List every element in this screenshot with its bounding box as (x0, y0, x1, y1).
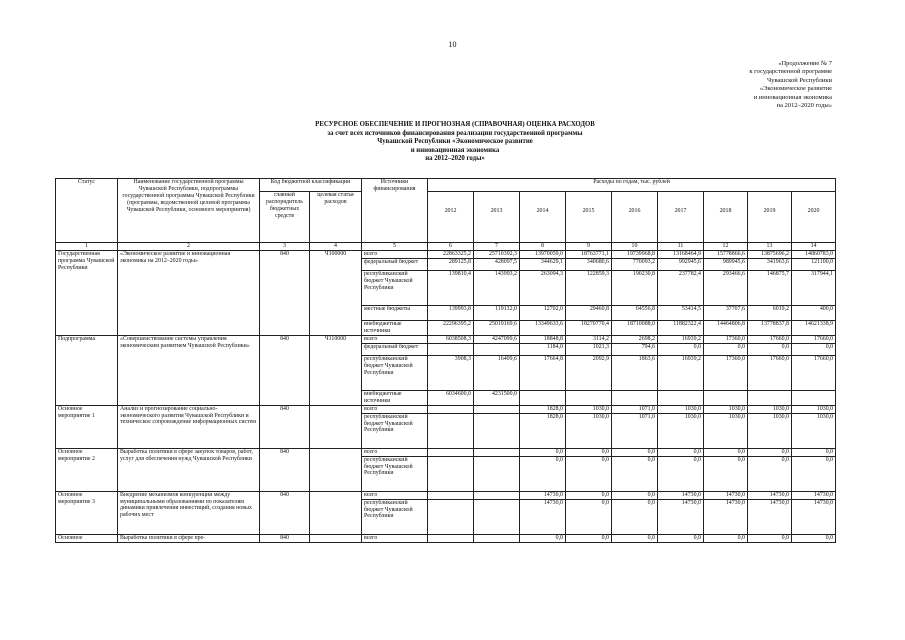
title-line: и инновационная экономика (410, 146, 500, 154)
row-value: 0,0 (792, 448, 836, 456)
row-value: 1030,0 (792, 405, 836, 413)
header-year: 2017 (658, 208, 704, 243)
row-value (748, 390, 792, 405)
row-value: 0,0 (748, 448, 792, 456)
row-value: 14730,0 (520, 491, 566, 499)
row-value: 1828,0 (520, 405, 566, 413)
row-value: 29460,8 (566, 306, 612, 321)
row-value: 139993,8 (428, 306, 474, 321)
column-number: 7 (474, 243, 520, 251)
row-value: 14730,0 (792, 491, 836, 499)
row-name: Анализ и прогнозирование социально-экономического развития Чувашской Республики и техническое сопровождение информационных систем (118, 405, 260, 448)
row-value (474, 534, 520, 542)
row-value: 37707,6 (704, 306, 748, 321)
row-source: всего (362, 534, 428, 542)
row-value: 3114,2 (566, 335, 612, 343)
row-value (428, 534, 474, 542)
row-source: республиканский бюджет Чувашской Республики (362, 271, 428, 306)
column-number: 12 (704, 243, 748, 251)
row-value: 1030,0 (704, 413, 748, 448)
header-sources: Источники финансирования (362, 179, 428, 243)
row-value (474, 343, 520, 355)
row-value: 293466,6 (704, 271, 748, 306)
appendix-line: на 2012–2020 годы» (776, 102, 832, 110)
header-year: 2015 (566, 208, 612, 243)
column-number: 9 (566, 243, 612, 251)
row-value (474, 413, 520, 448)
row-value: 143993,2 (474, 271, 520, 306)
row-value: 0,0 (792, 343, 836, 355)
appendix-note (632, 60, 832, 110)
row-value: 16939,2 (658, 335, 704, 343)
header-year: 2013 (474, 208, 520, 243)
row-source: всего (362, 448, 428, 456)
row-value (474, 456, 520, 491)
row-source: всего (362, 491, 428, 499)
row-value: 139810,4 (428, 271, 474, 306)
row-grbs: 840 (260, 405, 310, 448)
row-grbs: 840 (260, 335, 310, 405)
row-value: 0,0 (612, 491, 658, 499)
column-number: 11 (658, 243, 704, 251)
row-value: 14730,0 (658, 491, 704, 499)
row-value: 317944,1 (792, 271, 836, 306)
row-value (428, 499, 474, 534)
row-value: 17660,0 (792, 355, 836, 390)
table-row (56, 405, 836, 413)
row-value: 1030,0 (748, 413, 792, 448)
row-value: 1030,0 (658, 413, 704, 448)
header-name: Наименование государственной программы Чувашской Республики, подпрограммы государственной программы Чувашской Республики (программы, ведомственной целевой программы Чувашской Республики, основного мероприятия) (118, 179, 260, 243)
row-status: Государственная программа Чувашской Республики (56, 251, 118, 336)
row-value: 17660,0 (748, 355, 792, 390)
row-value: 0,0 (748, 534, 792, 542)
row-value (428, 405, 474, 413)
row-value: 18763771,1 (566, 251, 612, 259)
appendix-line: и инновационная экономика (753, 93, 832, 101)
row-value (474, 405, 520, 413)
row-status: Основное (56, 534, 118, 542)
header-year: 2018 (704, 208, 748, 243)
title-line: за счет всех источников финансирования реализации государственной программы (327, 129, 583, 137)
row-value: 0,0 (612, 456, 658, 491)
row-source: всего (362, 251, 428, 259)
row-value: 1030,0 (748, 405, 792, 413)
title-line: Чувашской Республики «Экономическое развитие (377, 138, 533, 146)
column-number: 10 (612, 243, 658, 251)
row-value (428, 456, 474, 491)
row-value: 1071,0 (612, 413, 658, 448)
row-source: республиканский бюджет Чувашской Республики (362, 355, 428, 390)
row-value: 17360,0 (704, 335, 748, 343)
row-value: 0,0 (748, 456, 792, 491)
row-status: Основное мероприятие 3 (56, 491, 118, 534)
row-value: 0,0 (658, 448, 704, 456)
row-target-code (310, 491, 362, 534)
column-number: 14 (792, 243, 836, 251)
row-value: 16409,6 (474, 355, 520, 390)
row-value: 12702,0 (520, 306, 566, 321)
title-line: РЕСУРСНОЕ ОБЕСПЕЧЕНИЕ И ПРОГНОЗНАЯ (СПРАВОЧНАЯ) ОЦЕНКА РАСХОДОВ (315, 121, 595, 128)
row-value: 0,0 (520, 448, 566, 456)
row-value: 0,0 (612, 448, 658, 456)
row-value: 0,0 (658, 534, 704, 542)
row-value: 263094,3 (520, 271, 566, 306)
row-value (428, 491, 474, 499)
row-value: 0,0 (792, 456, 836, 491)
row-value: 0,0 (612, 534, 658, 542)
row-value: 989945,6 (704, 259, 748, 271)
row-value: 13349633,6 (520, 321, 566, 336)
row-target-code (310, 448, 362, 491)
row-value (792, 390, 836, 405)
row-value: 1030,0 (704, 405, 748, 413)
row-value: 14730,0 (704, 499, 748, 534)
row-value: 190230,8 (612, 271, 658, 306)
row-value (474, 499, 520, 534)
header-years-spacer (428, 192, 474, 208)
row-grbs: 840 (260, 251, 310, 336)
row-value: 22296395,2 (428, 321, 474, 336)
row-value: 18710088,0 (612, 321, 658, 336)
row-value: 428097,5 (474, 259, 520, 271)
column-number: 3 (260, 243, 310, 251)
row-status: Основное мероприятие 2 (56, 448, 118, 491)
row-value: 1021,3 (566, 343, 612, 355)
header-code-main: главный распорядитель бюджетных средств (260, 192, 310, 243)
row-value: 122859,3 (566, 271, 612, 306)
row-source: федеральный бюджет (362, 259, 428, 271)
row-value: 14464806,8 (704, 321, 748, 336)
row-source: всего (362, 405, 428, 413)
row-value: 14730,0 (748, 491, 792, 499)
row-value: 14730,0 (704, 491, 748, 499)
row-name: Выработка политики в сфере закупок товаров, работ, услуг для обеспечения нужд Чувашской Республики (118, 448, 260, 491)
row-value: 1828,0 (520, 413, 566, 448)
header-year: 2020 (792, 208, 836, 243)
row-value: 237782,4 (658, 271, 704, 306)
row-value: 6038508,3 (428, 335, 474, 343)
header-year: 2019 (748, 208, 792, 243)
row-value: 344629,1 (520, 259, 566, 271)
row-value: 64556,8 (612, 306, 658, 321)
row-value: 14730,0 (748, 499, 792, 534)
header-code-group: Код бюджетной классификации (260, 179, 362, 192)
appendix-line: «Экономическое развитие (759, 85, 832, 93)
row-value (658, 390, 704, 405)
row-name: Внедрение механизмов конкуренции между муниципальными образованиями по показателям динамики привлечения инвестиций, создания новых рабочих мест (118, 491, 260, 534)
row-value: 14860783,0 (792, 251, 836, 259)
header-status: Статус (56, 179, 118, 243)
document-title (160, 121, 750, 164)
row-source: всего (362, 335, 428, 343)
row-value: 0,0 (704, 456, 748, 491)
column-number: 8 (520, 243, 566, 251)
row-value (612, 390, 658, 405)
row-value: 1071,0 (612, 405, 658, 413)
row-value: 13778837,8 (748, 321, 792, 336)
row-value: 18270770,4 (566, 321, 612, 336)
row-source: внебюджетные источники (362, 321, 428, 336)
row-value: 1030,0 (658, 405, 704, 413)
header-year: 2012 (428, 208, 474, 243)
row-source: местные бюджеты (362, 306, 428, 321)
row-value: 1030,0 (566, 405, 612, 413)
table-row (56, 335, 836, 343)
row-value (566, 390, 612, 405)
row-value: 17664,8 (520, 355, 566, 390)
row-target-code: Ч100000 (310, 251, 362, 336)
row-value: 13875696,2 (748, 251, 792, 259)
row-value: 0,0 (612, 499, 658, 534)
appendix-line: Чувашской Республики (766, 76, 832, 84)
row-name: «Экономическое развитие и инновационная экономика на 2012–2020 годы» (118, 251, 260, 336)
row-value: 22863325,2 (428, 251, 474, 259)
row-value: 0,0 (658, 343, 704, 355)
row-value: 340680,6 (566, 259, 612, 271)
row-value: 14730,0 (658, 499, 704, 534)
row-grbs: 840 (260, 448, 310, 491)
row-value: 0,0 (792, 534, 836, 542)
row-value: 11882322,4 (658, 321, 704, 336)
row-value: 341963,6 (748, 259, 792, 271)
row-value: 119132,0 (474, 306, 520, 321)
page-number: 10 (448, 40, 457, 49)
row-value: 6019,2 (748, 306, 792, 321)
row-value (428, 343, 474, 355)
row-value: 0,0 (748, 343, 792, 355)
row-value: 0,0 (704, 534, 748, 542)
table-row (56, 534, 836, 542)
row-value: 2698,2 (612, 335, 658, 343)
row-value: 4231500,0 (474, 390, 520, 405)
column-number: 4 (310, 243, 362, 251)
row-value: 0,0 (520, 456, 566, 491)
row-value: 0,0 (566, 534, 612, 542)
row-name: «Совершенствование системы управления экономическим развитием Чувашской Республики» (118, 335, 260, 405)
row-status: Основное мероприятие 1 (56, 405, 118, 448)
row-value: 3908,3 (428, 355, 474, 390)
row-value: 4247099,6 (474, 335, 520, 343)
row-value (474, 448, 520, 456)
row-value: 25019169,6 (474, 321, 520, 336)
row-value: 1863,6 (612, 355, 658, 390)
row-value: 53414,5 (658, 306, 704, 321)
row-value (704, 390, 748, 405)
header-year: 2016 (612, 208, 658, 243)
row-value (520, 390, 566, 405)
table-row (56, 491, 836, 499)
row-value: 17660,0 (748, 335, 792, 343)
row-value: 0,0 (704, 343, 748, 355)
row-value: 14730,0 (520, 499, 566, 534)
row-value: 17360,0 (704, 355, 748, 390)
row-name: Выработка политики в сфере пре- (118, 534, 260, 542)
row-source: республиканский бюджет Чувашской Республики (362, 456, 428, 491)
column-numbers-row (56, 243, 836, 251)
row-value: 992945,6 (658, 259, 704, 271)
row-target-code (310, 534, 362, 542)
row-value: 14621338,9 (792, 321, 836, 336)
row-value: 16939,2 (658, 355, 704, 390)
expenses-table (55, 178, 836, 543)
row-value: 14730,0 (792, 499, 836, 534)
header-year: 2014 (520, 208, 566, 243)
header-code-target: целевая статья расходов (310, 192, 362, 243)
title-line: на 2012–2020 годы» (425, 155, 485, 163)
table-body (56, 243, 836, 543)
row-target-code: Ч110000 (310, 335, 362, 405)
row-value: 2092,9 (566, 355, 612, 390)
table-row (56, 448, 836, 456)
appendix-line: «Продолжение № 7 (778, 60, 832, 67)
row-value: 1030,0 (566, 413, 612, 448)
row-value: 794,6 (612, 343, 658, 355)
row-value: 0,0 (520, 534, 566, 542)
row-grbs: 840 (260, 534, 310, 542)
row-source: внебюджетные источники (362, 390, 428, 405)
row-value (428, 413, 474, 448)
appendix-line: к государственной программе (749, 68, 832, 76)
row-value: 13168464,9 (658, 251, 704, 259)
row-value: 15778866,6 (704, 251, 748, 259)
column-number: 6 (428, 243, 474, 251)
row-value (428, 448, 474, 456)
row-value: 17660,0 (792, 335, 836, 343)
column-number: 2 (118, 243, 260, 251)
row-value: 1184,0 (520, 343, 566, 355)
row-source: федеральный бюджет (362, 343, 428, 355)
row-grbs: 840 (260, 491, 310, 534)
header-row-1 (56, 179, 836, 192)
row-source: республиканский бюджет Чувашской Республики (362, 413, 428, 448)
row-value: 6034600,0 (428, 390, 474, 405)
table-row (56, 251, 836, 259)
row-value: 18848,8 (520, 335, 566, 343)
row-value: 400,0 (792, 306, 836, 321)
header-expenses-group: Расходы по годам, тыс. рублей (428, 179, 836, 192)
row-source: республиканский бюджет Чувашской Республики (362, 499, 428, 534)
row-value: 0,0 (566, 456, 612, 491)
row-value: 1030,0 (792, 413, 836, 448)
row-value (474, 491, 520, 499)
column-number: 13 (748, 243, 792, 251)
row-value: 19739968,8 (612, 251, 658, 259)
row-value: 0,0 (704, 448, 748, 456)
row-value: 289125,8 (428, 259, 474, 271)
row-value: 770093,2 (612, 259, 658, 271)
column-number: 5 (362, 243, 428, 251)
row-value: 25710392,3 (474, 251, 520, 259)
column-number: 1 (56, 243, 118, 251)
row-value: 0,0 (566, 448, 612, 456)
row-target-code (310, 405, 362, 448)
row-value: 121100,0 (792, 259, 836, 271)
row-value: 13970059,0 (520, 251, 566, 259)
row-value: 0,0 (566, 499, 612, 534)
row-value: 0,0 (658, 456, 704, 491)
row-value: 0,0 (566, 491, 612, 499)
row-status: Подпрограмма (56, 335, 118, 405)
row-value: 146875,7 (748, 271, 792, 306)
